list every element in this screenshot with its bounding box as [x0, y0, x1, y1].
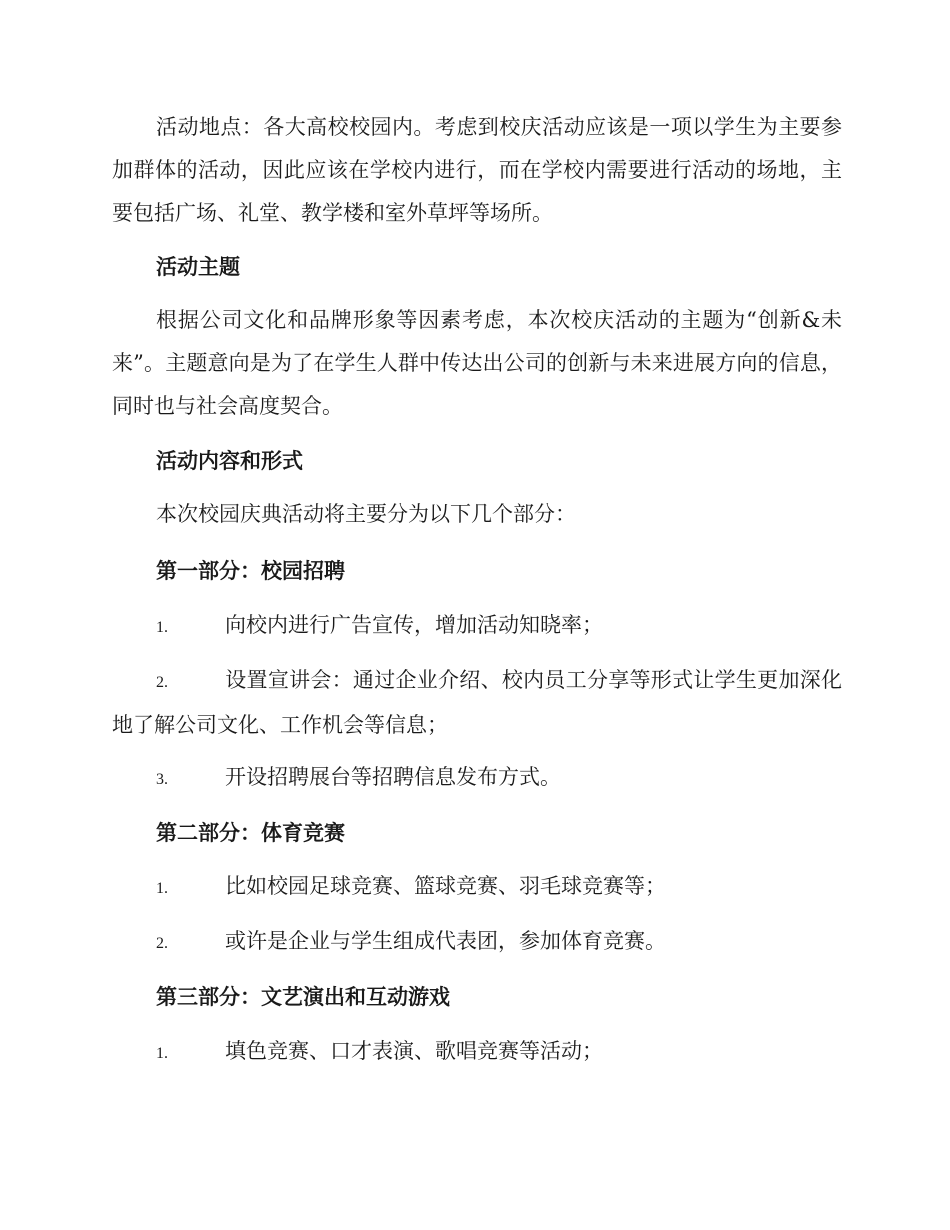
list-item	[112, 920, 842, 965]
list-item	[112, 659, 842, 747]
list-item-text: 向校内进行广告宣传，增加活动知晓率；	[225, 613, 603, 637]
list-item-text: 比如校园足球竞赛、篮球竞赛、羽毛球竞赛等；	[225, 874, 666, 898]
list-item	[112, 865, 842, 910]
content-heading: 活动内容和形式	[156, 448, 303, 473]
list-item	[112, 604, 842, 649]
list-item-number: 1.	[156, 619, 168, 636]
list-item-text: 设置宣讲会：通过企业介绍、校内员工分享等形式让学生更加深化地了解公司文化、工作机会等信息；	[112, 668, 842, 737]
list-item	[112, 1030, 842, 1075]
list-item-number: 2.	[156, 935, 168, 952]
theme-paragraph: 根据公司文化和品牌形象等因素考虑，本次校庆活动的主题为“创新&未来”。主题意向是为了在学生人群中传达出公司的创新与未来进展方向的信息，同时也与社会高度契合。	[112, 308, 842, 418]
theme-heading: 活动主题	[156, 254, 240, 279]
list-item-text: 开设招聘展台等招聘信息发布方式。	[225, 765, 561, 789]
list-item-number: 1.	[156, 880, 168, 897]
list-item-number: 1.	[156, 1045, 168, 1062]
list-item	[112, 756, 842, 801]
list-item-number: 3.	[156, 771, 168, 788]
part1-heading: 第一部分：校园招聘	[156, 558, 345, 583]
content-intro: 本次校园庆典活动将主要分为以下几个部分：	[156, 502, 576, 526]
list-item-number: 2.	[156, 674, 168, 691]
part3-heading: 第三部分：文艺演出和互动游戏	[156, 984, 450, 1009]
venue-paragraph: 活动地点：各大高校校园内。考虑到校庆活动应该是一项以学生为主要参加群体的活动，因此应该在学校内进行，而在学校内需要进行活动的场地，主要包括广场、礼堂、教学楼和室外草坪等场所。	[112, 115, 842, 225]
part2-heading: 第二部分：体育竞赛	[156, 820, 345, 845]
list-item-text: 或许是企业与学生组成代表团，参加体育竞赛。	[225, 929, 666, 953]
list-item-text: 填色竞赛、口才表演、歌唱竞赛等活动；	[225, 1039, 603, 1063]
